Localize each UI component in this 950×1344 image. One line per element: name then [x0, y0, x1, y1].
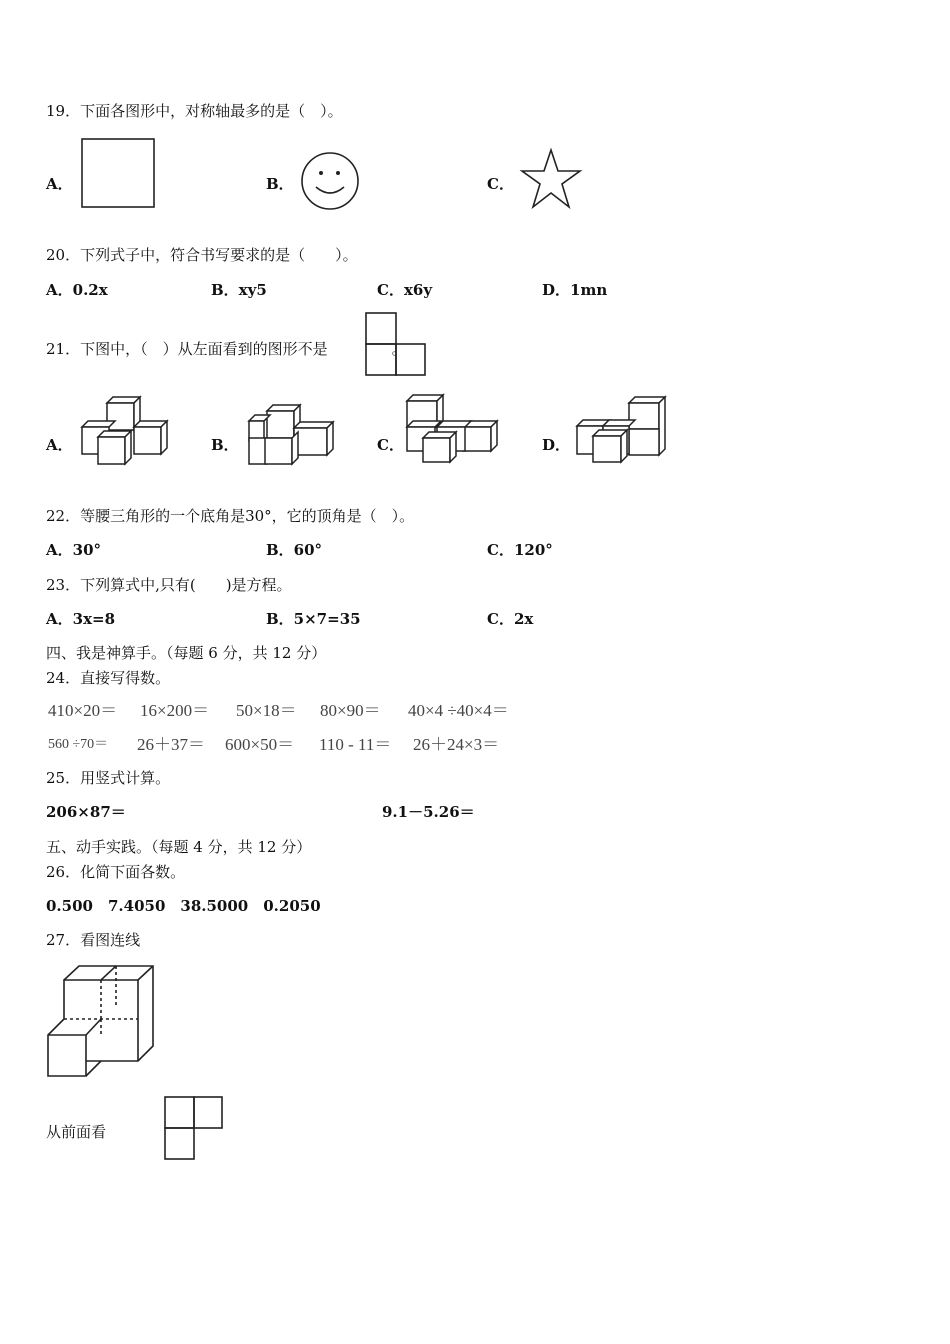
q19-option-c[interactable]: C．: [487, 175, 514, 193]
left-view-shape-icon: [365, 312, 427, 378]
section-5-title: 五、动手实践。（每题 4 分，共 12 分）: [46, 838, 312, 856]
q23-question: 23．下列算式中,只有( )是方程。: [46, 576, 292, 594]
q20-option-c[interactable]: C．x6y: [377, 281, 433, 299]
q24-calc-3: 50×18＝: [236, 701, 297, 720]
q24-calc-9: 110 - 11＝: [319, 735, 392, 754]
q24-calc-1: 410×20＝: [48, 701, 118, 720]
q25-question: 25．用竖式计算。: [46, 769, 171, 787]
q19-question: 19．下面各图形中，对称轴最多的是（ ）。: [46, 102, 343, 120]
q24-calc-8: 600×50＝: [225, 735, 295, 754]
q21-question-end: 。: [391, 340, 407, 358]
q21-question: [46, 339, 407, 359]
q27-question: 27．看图连线: [46, 931, 141, 949]
front-view-shape-icon: [163, 1095, 225, 1163]
q24-question: 24．直接写得数。: [46, 669, 171, 687]
q23-option-b[interactable]: B．5×7=35: [266, 610, 361, 628]
q20-option-a[interactable]: A．0.2x: [46, 281, 108, 299]
q21-option-a[interactable]: A．: [46, 436, 73, 454]
q19-option-a[interactable]: A．: [46, 175, 73, 193]
q20-question: 20．下列式子中，符合书写要求的是（ ）。: [46, 246, 358, 264]
q24-calc-4: 80×90＝: [320, 701, 381, 720]
q26-question: 26．化简下面各数。: [46, 863, 186, 881]
q24-calc-2: 16×200＝: [140, 701, 210, 720]
q22-option-b[interactable]: B．60°: [266, 541, 323, 559]
star-icon: [520, 147, 582, 211]
smiley-face-icon: [300, 151, 362, 213]
q24-calc-5: 40×4 ÷40×4＝: [408, 701, 509, 720]
q19-option-b[interactable]: B．: [266, 175, 294, 193]
q20-option-d[interactable]: D．1mn: [542, 281, 608, 299]
q25-item-2: 9.1－5.26＝: [382, 803, 475, 821]
square-icon: [80, 137, 156, 209]
cube-stack-a-icon: [80, 396, 170, 468]
cube-stack-b-icon: [245, 402, 335, 468]
q22-option-c[interactable]: C．120°: [487, 541, 553, 559]
cube-solid-icon: [46, 963, 158, 1079]
q24-calc-7: 26＋37＝: [137, 735, 205, 754]
q25-item-1: 206×87＝: [46, 803, 126, 821]
q21-option-c[interactable]: C．: [377, 436, 404, 454]
q24-calc-10: 26＋24×3＝: [413, 735, 500, 754]
cube-stack-d-icon: [575, 394, 670, 466]
q24-calc-6: 560 ÷70＝: [48, 737, 109, 752]
q22-question: 22．等腰三角形的一个底角是30°，它的顶角是（ ）。: [46, 507, 415, 525]
q20-option-b[interactable]: B．xy5: [211, 281, 267, 299]
q21-question-text: 21．下图中，（ ）从左面看到的图形不是: [46, 340, 328, 358]
section-4-title: 四、我是神算手。（每题 6 分，共 12 分）: [46, 644, 327, 662]
q27-view-label: 从前面看: [46, 1123, 107, 1141]
q23-option-a[interactable]: A．3x=8: [46, 610, 116, 628]
q22-option-a[interactable]: A．30°: [46, 541, 102, 559]
q21-option-b[interactable]: B．: [211, 436, 239, 454]
q26-numbers: 0.500 7.4050 38.5000 0.2050: [46, 897, 321, 915]
q23-option-c[interactable]: C．2x: [487, 610, 534, 628]
q21-option-d[interactable]: D．: [542, 436, 571, 454]
cube-stack-c-icon: [405, 394, 500, 464]
